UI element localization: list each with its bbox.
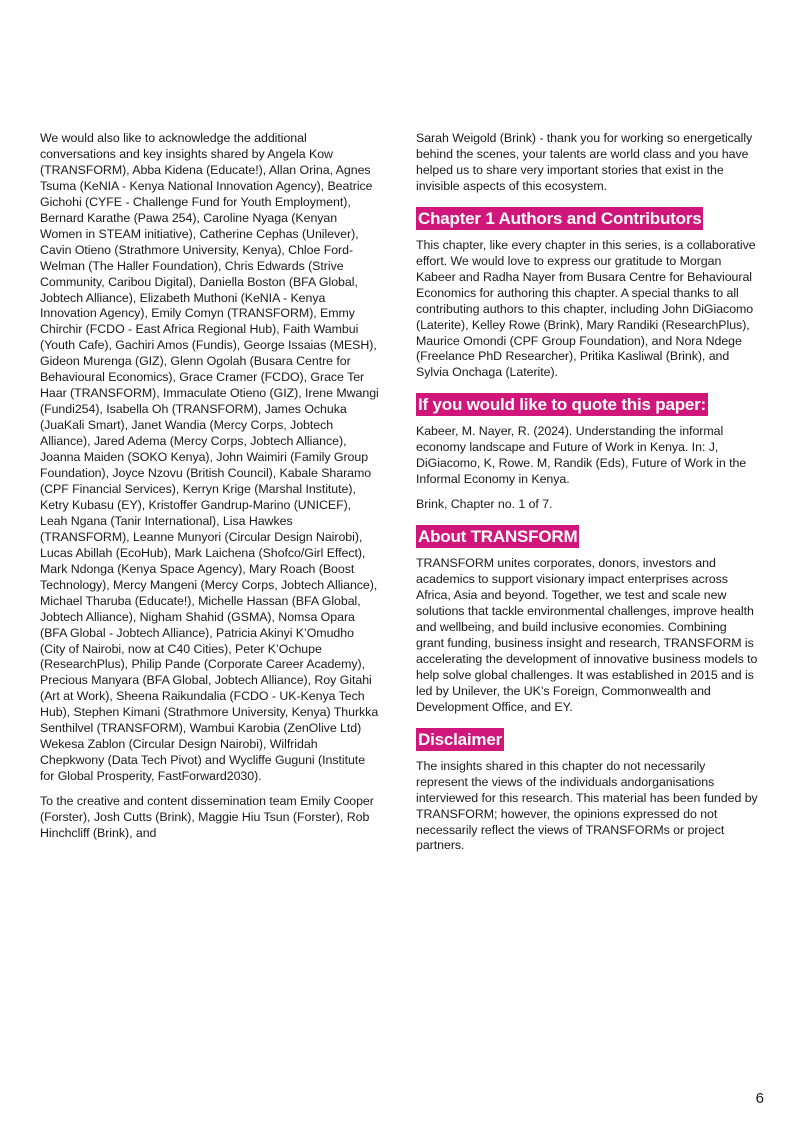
authors-paragraph: This chapter, like every chapter in this series, is a collaborative effort. We would love to express our gratitude to Morgan Kabeer and Radha Nayer from Busara Centre for Behavioural Economics for authoring this chapter. A special thanks to all contributing authors to this chapter, including John DiGiacomo (Laterite), Kelley Rowe (Brink), Mary Randiki (ResearchPlus), Maurice Omondi (CPF Group Foundation), and Nora Ndege (Freelance PhD Researcher), Pritika Kasliwal (Brink), and Sylvia Onchaga (Laterite).: [416, 237, 756, 380]
disclaimer-paragraph: The insights shared in this chapter do not necessarily represent the views of the individuals andorganisations interviewed for this research. This material has been funded by TRANSFORM; however, the opinions expressed do not necessarily reflect the views of TRANSFORMs or project partners.: [416, 758, 758, 853]
right-column: [416, 131, 758, 863]
citation-paragraph: Kabeer, M. Nayer, R. (2024). Understanding the informal economy landscape and Future of Work in Kenya. In: J, DiGiacomo, K, Rowe. M, Randik (Eds), Future of Work in the Informal Economy in Kenya.: [416, 424, 747, 487]
dissemination-paragraph: To the creative and content dissemination team Emily Cooper (Forster), Josh Cutts (Brink), Maggie Hiu Tsun (Forster), Rob Hinchcliff (Brink), and: [40, 794, 374, 840]
quote-heading: If you would like to quote this paper:: [418, 395, 707, 415]
continuation-paragraph: Sarah Weigold (Brink) - thank you for working so energetically behind the scenes, your talents are world class and you have helped us to share very important stories that exist in the invisible aspects of this ecosystem.: [416, 131, 753, 193]
page-number: 6: [755, 1090, 764, 1107]
about-heading: About TRANSFORM: [418, 527, 578, 547]
authors-heading: Chapter 1 Authors and Contributors: [418, 208, 702, 228]
about-paragraph: TRANSFORM unites corporates, donors, investors and academics to support visionary impact enterprises across Africa, Asia and beyond. Together, we test and scale new solutions that tackle environmental challenges, improve health and wellbeing, and build inclusive economies. Combining grant funding, business insight and research, TRANSFORM is accelerating the development of innovative business models to help solve global challenges. It was established in 2015 and is led by Unilever, the UK’s Foreign, Commonwealth and Development Office, and EY.: [416, 556, 758, 714]
acknowledgements-paragraph: We would also like to acknowledge the additional conversations and key insights shared by Angela Kow (TRANSFORM), Abba Kidena (Educate!), Allan Orina, Agnes Tsuma (KeNIA - Kenya National Innovation Agency), Beatrice Gichohi (CYFE - Challenge Fund for Youth Employment), Bernard Karathe (Pawa 254), Caroline Nyaga (Kenyan Women in STEAM initiative), Catherine Cephas (Unilever), Cavin Otieno (Strathmore University, Kenya), Chloe Ford-Welman (The Haller Foundation), Chris Edwards (Strive Community, Caribou Digital), Daniella Boston (BFA Global, Jobtech Alliance), Elizabeth Muthoni (KeNIA - Kenya Innovation Agency), Emily Comyn (TRANSFORM), Emmy Chirchir (FCDO - East Africa Regional Hub), Faith Wambui (Youth Cafe), Gachiri Amos (Fundis), George Issaias (MESH), Gideon Murenga (GIZ), Glenn Ogolah (Busara Centre for Behavioural Economics), Grace Cramer (FCDO), Grace Ter Haar (TRANSFORM), Immaculate Otieno (GIZ), Irene Mwangi (Fundi254), Isabella Oh (TRANSFORM), James Ochuka (JuaKali Smart), Janet Wandia (Mercy Corps, Jobtech Alliance), Jared Adema (Mercy Corps, Jobtech Alliance), Joanna Maiden (SOKO Kenya), John Waimiri (Family Group Foundation), Joyce Nzovu (British Council), Kabale Sharamo (CPF Financial Services), Kerryn Krige (Marshal Institute), Ketry Kubasu (EY), Kristoffer Gandrup-Marino (UNICEF), Leah Ngana (Tanir International), Lisa Hawkes (TRANSFORM), Leanne Munyori (Circular Design Nairobi), Lucas Abillah (EcoHub), Mark Laichena (Shofco/Girl Effect), Mark Ndonga (Kenya Space Agency), Mary Roach (Boost Technology), Mercy Mangeni (Mercy Corps, Jobtech Alliance), Michael Tharuba (Educate!), Michelle Hassan (BFA Global, Jobtech Alliance), Nigham Shahid (GSMA), Nomsa Opara (BFA Global - Jobtech Alliance), Patricia Akinyi K’Omudho (City of Nairobi, now at C40 Cities), Peter K’Ochupe (ResearchPlus), Philip Pande (Corporate Career Academy), Precious Manyara (BFA Global, Jobtech Alliance), Roy Gitahi (Art at Work), Sheena Raikundalia (FCDO - UK-Kenya Tech Hub), Stephen Kimani (Strathmore University, Kenya) Thurkka Senthilvel (TRANSFORM), Wambui Karobia (ZenOlive Ltd) Wekesa Zablon (Circular Design Nairobi), Wilfridah Chepkwony (Data Tech Pivot) and Wycliffe Guguni (Institute for Global Prosperity, FastForward2030).: [40, 131, 379, 784]
disclaimer-heading: Disclaimer: [418, 729, 502, 749]
left-column: [40, 131, 380, 851]
chapter-reference: Brink, Chapter no. 1 of 7.: [416, 497, 553, 512]
